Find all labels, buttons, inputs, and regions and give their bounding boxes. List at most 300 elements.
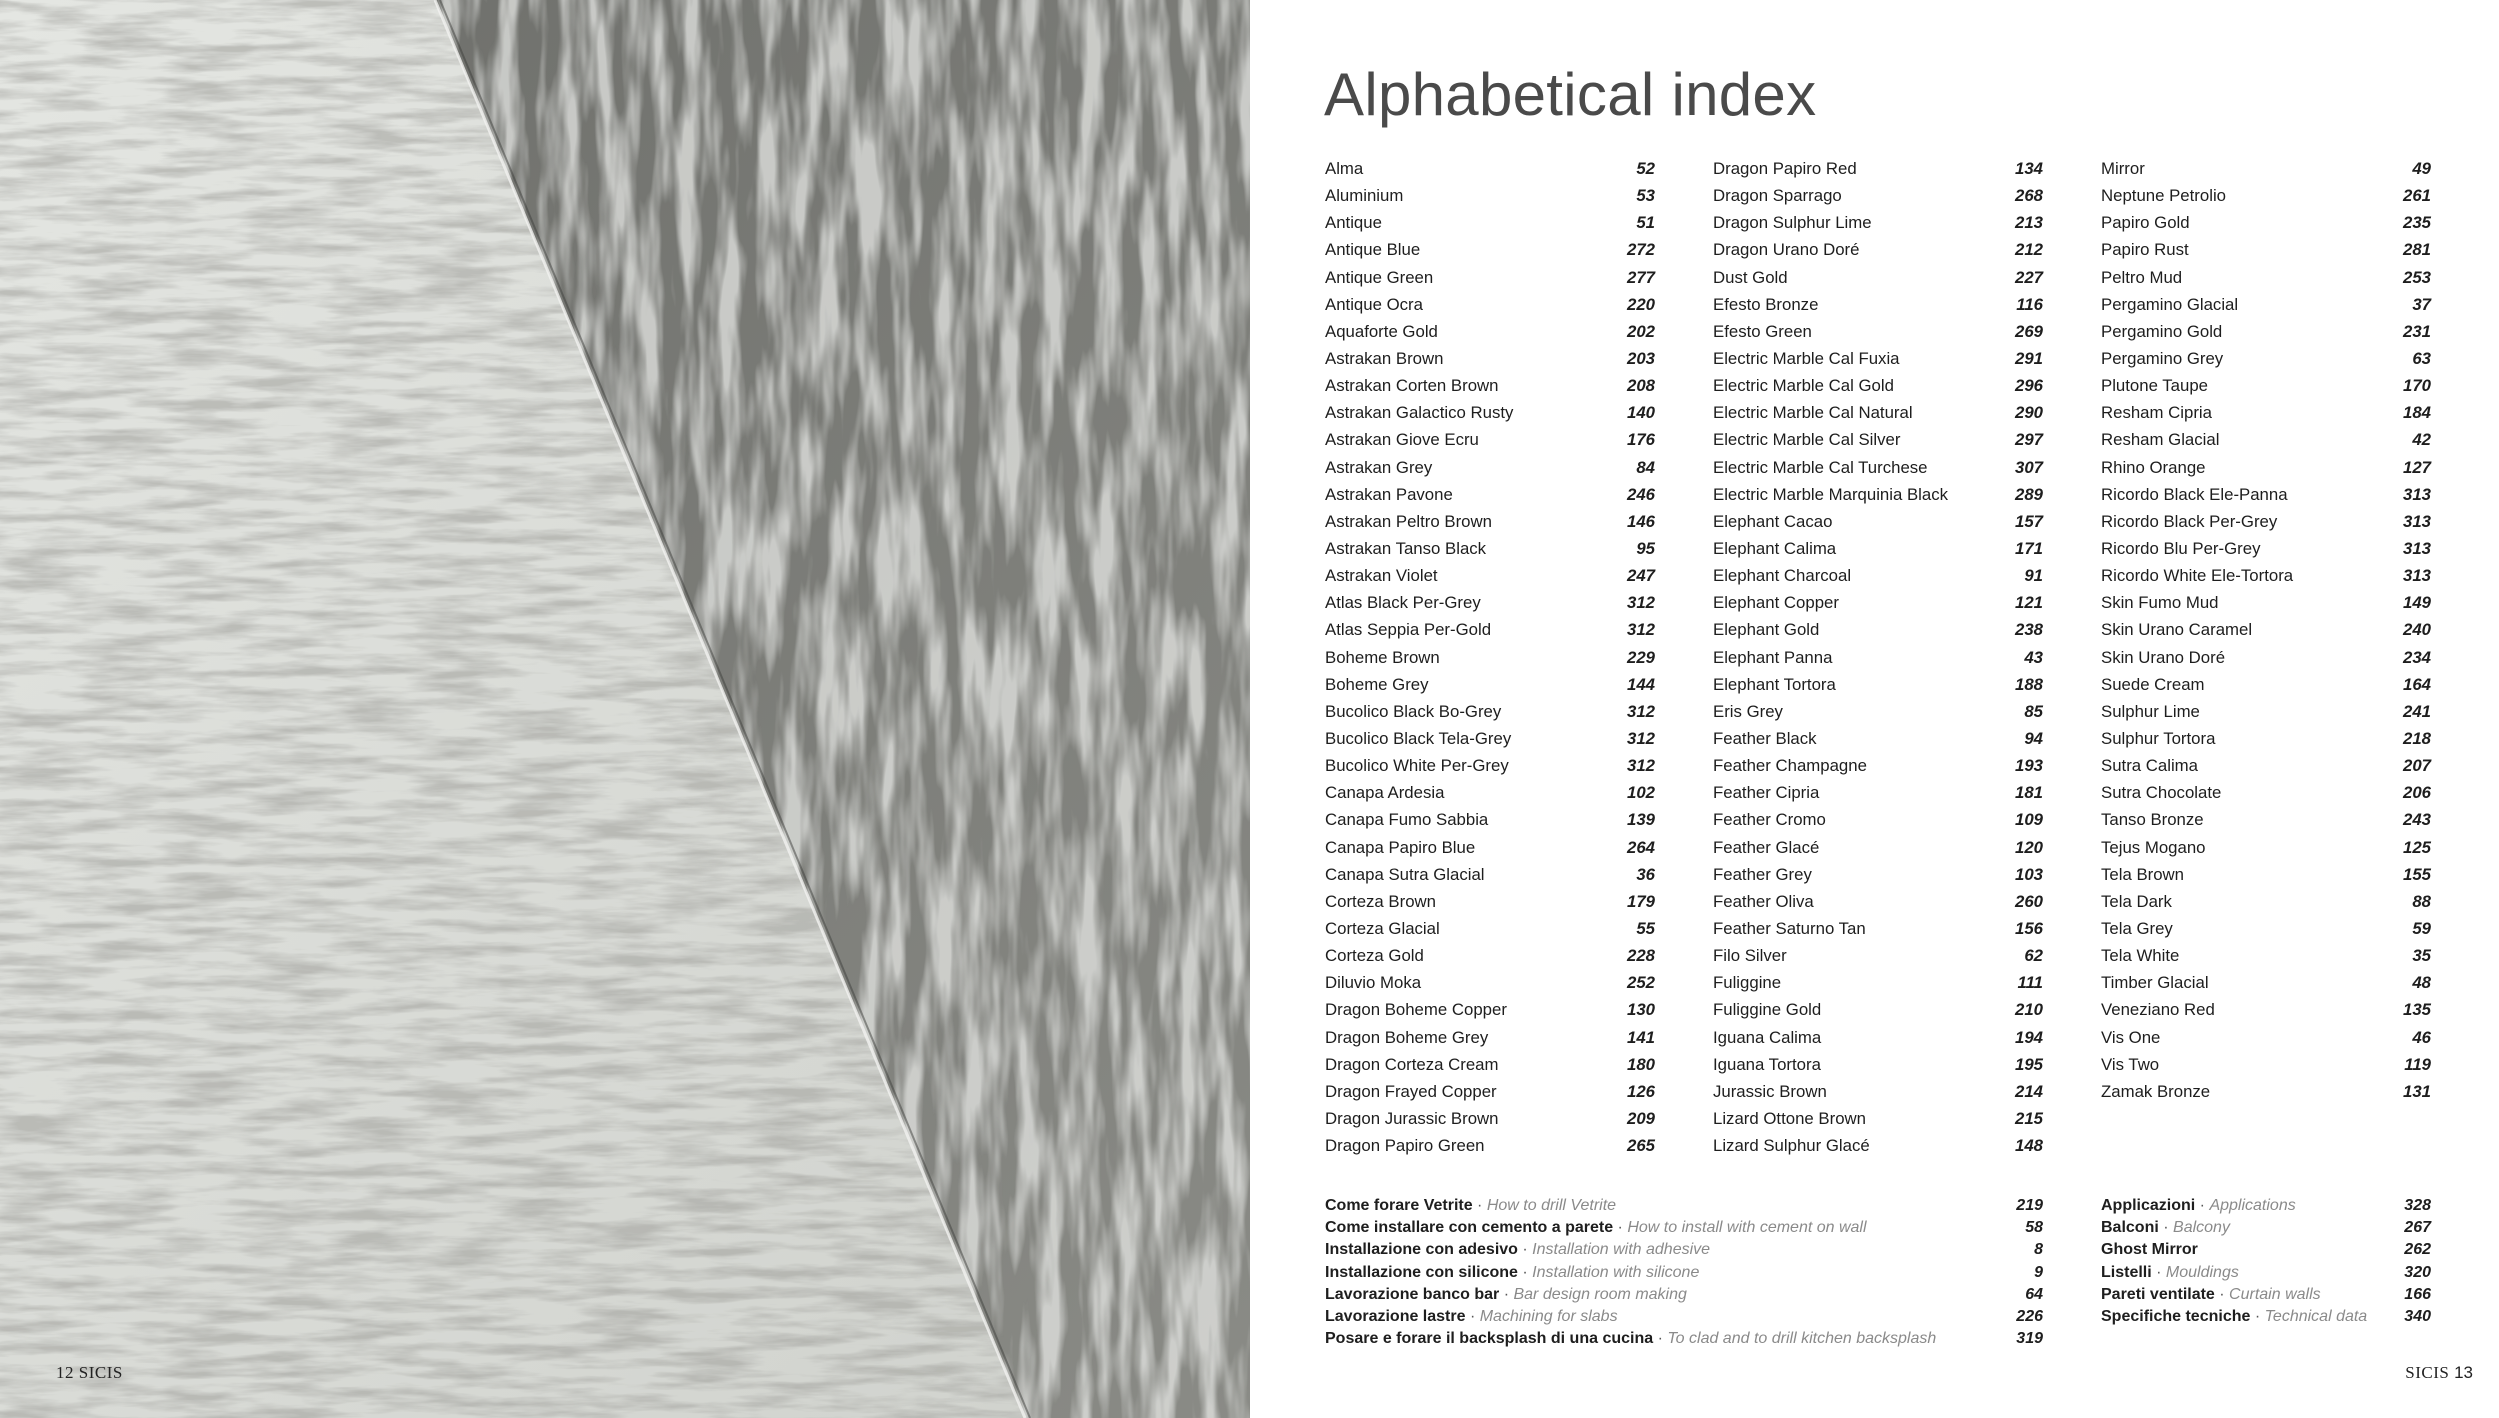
- entry-page-number: 234: [2403, 647, 2431, 667]
- entry-page-number: 241: [2403, 701, 2431, 721]
- entry-name: Timber Glacial: [2101, 973, 2209, 993]
- entry-page-number: 157: [2015, 511, 2043, 531]
- entry-name: Suede Cream: [2101, 674, 2205, 694]
- technical-entry-page-number: 328: [2404, 1197, 2431, 1214]
- index-entry: [2101, 508, 2431, 535]
- technical-entry-page-number: 267: [2404, 1219, 2431, 1237]
- entry-name: Aquaforte Gold: [1325, 321, 1438, 341]
- index-entry: [1713, 426, 2043, 453]
- entry-name: Antique: [1325, 213, 1382, 233]
- index-entry: [1713, 806, 2043, 833]
- entry-name: Dragon Sparrago: [1713, 186, 1842, 206]
- entry-name: Elephant Charcoal: [1713, 566, 1852, 586]
- entry-name: Pergamino Gold: [2101, 321, 2223, 341]
- separator-dot: ·: [1653, 1330, 1668, 1348]
- entry-name: Lizard Ottone Brown: [1713, 1108, 1866, 1128]
- index-column-2: [1713, 155, 2043, 1159]
- entry-page-number: 184: [2403, 403, 2431, 423]
- index-entry: [1713, 535, 2043, 562]
- entry-page-number: 296: [2015, 376, 2043, 396]
- index-entry: [1325, 969, 1655, 996]
- index-entry: [1325, 1051, 1655, 1078]
- entry-name: Bucolico White Per-Grey: [1325, 756, 1509, 776]
- entry-page-number: 207: [2403, 756, 2431, 776]
- technical-entry-translation: Technical data: [2264, 1307, 2368, 1325]
- index-entry: [2101, 888, 2431, 915]
- technical-entry: [1325, 1239, 2043, 1261]
- entry-name: Tela Brown: [2101, 864, 2185, 884]
- entry-page-number: 146: [1627, 511, 1655, 531]
- index-entry: [1713, 779, 2043, 806]
- entry-page-number: 52: [1636, 159, 1655, 178]
- entry-page-number: 126: [1627, 1081, 1655, 1101]
- separator-dot: ·: [1613, 1219, 1628, 1237]
- entry-name: Jurassic Brown: [1713, 1081, 1827, 1101]
- entry-page-number: 135: [2403, 1000, 2431, 1020]
- entry-name: Peltro Mud: [2101, 267, 2183, 287]
- entry-name: Astrakan Tanso Black: [1325, 538, 1487, 558]
- technical-index-left: [1325, 1195, 2043, 1350]
- technical-entry-title: Listelli: [2101, 1263, 2152, 1281]
- entry-page-number: 238: [2015, 620, 2043, 640]
- entry-name: Sutra Chocolate: [2101, 783, 2222, 803]
- index-entry: [2101, 996, 2431, 1023]
- entry-page-number: 307: [2015, 457, 2043, 477]
- entry-page-number: 260: [2015, 891, 2043, 911]
- index-entry: [2101, 915, 2431, 942]
- entry-name: Efesto Bronze: [1713, 294, 1819, 314]
- entry-name: Corteza Brown: [1325, 891, 1436, 911]
- index-entry: [2101, 399, 2431, 426]
- entry-page-number: 243: [2403, 810, 2431, 830]
- entry-name: Astrakan Corten Brown: [1325, 376, 1499, 396]
- entry-name: Elephant Cacao: [1713, 511, 1833, 531]
- entry-name: Elephant Copper: [1713, 593, 1839, 613]
- index-entry: [1325, 155, 1655, 182]
- index-entry: [1713, 399, 2043, 426]
- technical-entry-page-number: 8: [2034, 1241, 2043, 1259]
- separator-dot: ·: [1499, 1285, 1514, 1303]
- index-entry: [1713, 589, 2043, 616]
- entry-name: Tela Grey: [2101, 918, 2173, 938]
- entry-page-number: 37: [2412, 294, 2431, 314]
- index-entry: [1325, 209, 1655, 236]
- entry-name: Atlas Seppia Per-Gold: [1325, 620, 1492, 640]
- entry-page-number: 130: [1627, 1000, 1655, 1020]
- entry-name: Feather Black: [1713, 728, 1817, 748]
- entry-name: Corteza Glacial: [1325, 918, 1440, 938]
- technical-entry: [1325, 1306, 2043, 1328]
- index-entry: [1713, 508, 2043, 535]
- entry-name: Resham Glacial: [2101, 430, 2220, 450]
- right-page-folio: [2405, 1363, 2473, 1383]
- technical-entry-translation: Applications: [2209, 1197, 2296, 1214]
- index-entry: [1713, 291, 2043, 318]
- technical-entry: [1325, 1328, 2043, 1350]
- entry-page-number: 36: [1636, 864, 1655, 884]
- index-entry: [1713, 209, 2043, 236]
- entry-name: Antique Green: [1325, 267, 1434, 287]
- entry-name: Feather Grey: [1713, 864, 1812, 884]
- entry-name: Skin Urano Caramel: [2101, 620, 2253, 640]
- entry-page-number: 181: [2015, 783, 2043, 803]
- entry-page-number: 149: [2403, 593, 2431, 613]
- index-entry: [1713, 1132, 2043, 1159]
- entry-name: Feather Cipria: [1713, 783, 1820, 803]
- entry-page-number: 49: [2412, 159, 2431, 178]
- technical-index-right: [2101, 1195, 2431, 1328]
- entry-name: Ricordo Black Per-Grey: [2101, 511, 2278, 531]
- entry-page-number: 170: [2403, 376, 2431, 396]
- technical-entry: [1325, 1217, 2043, 1239]
- entry-page-number: 228: [1627, 946, 1655, 966]
- entry-page-number: 164: [2403, 674, 2431, 694]
- entry-page-number: 281: [2403, 240, 2431, 260]
- technical-entry-page-number: 219: [2016, 1197, 2043, 1214]
- entry-name: Iguana Tortora: [1713, 1054, 1821, 1074]
- entry-page-number: 214: [2015, 1081, 2043, 1101]
- technical-entry-translation: How to install with cement on wall: [1627, 1219, 1867, 1237]
- index-entry: [1325, 264, 1655, 291]
- index-entry: [1713, 698, 2043, 725]
- index-entry: [2101, 1078, 2431, 1105]
- entry-name: Antique Ocra: [1325, 294, 1423, 314]
- index-entry: [2101, 236, 2431, 263]
- index-entry: [1713, 264, 2043, 291]
- entry-name: Dragon Papiro Green: [1325, 1136, 1485, 1156]
- entry-name: Electric Marble Cal Silver: [1713, 430, 1901, 450]
- technical-entry: [2101, 1217, 2431, 1239]
- entry-page-number: 102: [1627, 783, 1655, 803]
- entry-name: Lizard Sulphur Glacé: [1713, 1136, 1870, 1156]
- technical-entry-page-number: 226: [2016, 1307, 2043, 1325]
- entry-name: Astrakan Brown: [1325, 348, 1444, 368]
- index-entry: [1325, 942, 1655, 969]
- index-entry: [1325, 508, 1655, 535]
- entry-page-number: 127: [2403, 457, 2431, 477]
- entry-name: Corteza Gold: [1325, 946, 1424, 966]
- entry-page-number: 218: [2403, 728, 2431, 748]
- entry-page-number: 88: [2412, 891, 2431, 911]
- index-entry: [1325, 806, 1655, 833]
- technical-entry-page-number: 340: [2404, 1307, 2431, 1325]
- entry-page-number: 121: [2015, 593, 2043, 613]
- entry-name: Fuliggine Gold: [1713, 1000, 1822, 1020]
- index-entry: [1713, 155, 2043, 182]
- entry-name: Efesto Green: [1713, 321, 1812, 341]
- technical-entry-translation: Balcony: [2173, 1219, 2230, 1237]
- index-entry: [2101, 426, 2431, 453]
- technical-entry-translation: Mouldings: [2165, 1263, 2239, 1281]
- index-entry: [1325, 779, 1655, 806]
- index-entry: [2101, 372, 2431, 399]
- technical-entry: [2101, 1306, 2431, 1328]
- entry-name: Atlas Black Per-Grey: [1325, 593, 1481, 613]
- index-entry: [1713, 915, 2043, 942]
- entry-page-number: 194: [2015, 1027, 2043, 1047]
- entry-page-number: 155: [2403, 864, 2431, 884]
- entry-name: Tejus Mogano: [2101, 837, 2206, 857]
- index-entry: [1325, 996, 1655, 1023]
- technical-entry-page-number: 64: [2025, 1285, 2043, 1303]
- entry-name: Filo Silver: [1713, 946, 1787, 966]
- entry-name: Pergamino Glacial: [2101, 294, 2239, 314]
- entry-page-number: 140: [1627, 403, 1655, 423]
- entry-name: Papiro Gold: [2101, 213, 2190, 233]
- index-entry: [1325, 915, 1655, 942]
- index-entry: [2101, 779, 2431, 806]
- index-entry: [2101, 806, 2431, 833]
- index-entry: [2101, 752, 2431, 779]
- entry-name: Electric Marble Cal Natural: [1713, 403, 1913, 423]
- entry-name: Elephant Gold: [1713, 620, 1820, 640]
- technical-entry-title: Come installare con cemento a parete: [1325, 1219, 1614, 1237]
- entry-page-number: 144: [1627, 674, 1655, 694]
- entry-name: Dragon Jurassic Brown: [1325, 1108, 1499, 1128]
- entry-name: Veneziano Red: [2101, 1000, 2215, 1020]
- entry-page-number: 51: [1636, 213, 1655, 233]
- index-entry: [2101, 345, 2431, 372]
- entry-name: Sulphur Tortora: [2101, 728, 2216, 748]
- entry-page-number: 312: [1627, 593, 1655, 613]
- index-entry: [1713, 1051, 2043, 1078]
- entry-page-number: 231: [2403, 321, 2431, 341]
- entry-page-number: 240: [2403, 620, 2431, 640]
- entry-page-number: 84: [1636, 457, 1655, 477]
- entry-name: Dragon Papiro Red: [1713, 159, 1857, 178]
- entry-page-number: 53: [1636, 186, 1655, 206]
- entry-page-number: 116: [2016, 294, 2043, 314]
- entry-name: Alma: [1325, 159, 1364, 178]
- entry-page-number: 195: [2015, 1054, 2043, 1074]
- entry-page-number: 203: [1627, 348, 1655, 368]
- entry-name: Dragon Boheme Copper: [1325, 1000, 1507, 1020]
- entry-page-number: 253: [2403, 267, 2431, 287]
- technical-entry-page-number: 319: [2016, 1330, 2043, 1348]
- entry-page-number: 171: [2015, 538, 2043, 558]
- entry-name: Neptune Petrolio: [2101, 186, 2227, 206]
- technical-entry-page-number: 262: [2404, 1241, 2431, 1259]
- entry-page-number: 235: [2403, 213, 2431, 233]
- entry-page-number: 268: [2015, 186, 2043, 206]
- index-entry: [1713, 236, 2043, 263]
- entry-name: Iguana Calima: [1713, 1027, 1822, 1047]
- entry-page-number: 313: [2403, 484, 2431, 504]
- entry-name: Feather Champagne: [1713, 756, 1867, 776]
- technical-entry-translation: Installation with silicone: [1532, 1263, 1700, 1281]
- technical-entry-page-number: 320: [2404, 1263, 2431, 1281]
- entry-name: Astrakan Violet: [1325, 566, 1438, 586]
- entry-name: Electric Marble Cal Gold: [1713, 376, 1894, 396]
- entry-name: Astrakan Galactico Rusty: [1325, 403, 1514, 423]
- entry-name: Feather Oliva: [1713, 891, 1814, 911]
- entry-page-number: 119: [2404, 1054, 2431, 1074]
- entry-name: Dragon Frayed Copper: [1325, 1081, 1497, 1101]
- index-entry: [1325, 345, 1655, 372]
- index-entry: [1325, 399, 1655, 426]
- technical-entry-title: Applicazioni: [2101, 1197, 2196, 1214]
- entry-page-number: 312: [1627, 756, 1655, 776]
- entry-page-number: 179: [1627, 891, 1655, 911]
- technical-entry-title: Come forare Vetrite: [1325, 1197, 1473, 1214]
- technical-entry-page-number: 166: [2404, 1285, 2431, 1303]
- entry-page-number: 210: [2015, 1000, 2043, 1020]
- index-entry: [2101, 698, 2431, 725]
- index-entry: [1713, 1024, 2043, 1051]
- entry-page-number: 246: [1627, 484, 1655, 504]
- left-page-folio: 12 SICIS: [56, 1363, 123, 1382]
- technical-entry-translation: Bar design room making: [1513, 1285, 1687, 1303]
- entry-page-number: 265: [1627, 1136, 1655, 1156]
- separator-dot: ·: [1517, 1241, 1533, 1259]
- entry-page-number: 215: [2015, 1108, 2043, 1128]
- index-entry: [1713, 562, 2043, 589]
- index-entry: [1325, 481, 1655, 508]
- entry-page-number: 156: [2015, 918, 2043, 938]
- index-entry: [1325, 698, 1655, 725]
- entry-name: Dragon Urano Doré: [1713, 240, 1860, 260]
- page-title: Alphabetical index: [1324, 61, 1817, 128]
- technical-entry: [2101, 1239, 2431, 1261]
- entry-page-number: 202: [1627, 321, 1655, 341]
- entry-page-number: 63: [2412, 348, 2431, 368]
- index-entry: [1713, 969, 2043, 996]
- entry-name: Elephant Tortora: [1713, 674, 1836, 694]
- index-entry: [1713, 481, 2043, 508]
- index-entry: [1325, 1105, 1655, 1132]
- index-entry: [1713, 616, 2043, 643]
- index-entry: [1325, 291, 1655, 318]
- entry-page-number: 252: [1627, 973, 1655, 993]
- entry-name: Electric Marble Cal Turchese: [1713, 457, 1928, 477]
- entry-name: Bucolico Black Bo-Grey: [1325, 701, 1502, 721]
- entry-name: Aluminium: [1325, 186, 1404, 206]
- technical-entry-title: Installazione con silicone: [1325, 1263, 1518, 1281]
- entry-page-number: 277: [1627, 267, 1655, 287]
- entry-name: Plutone Taupe: [2101, 376, 2208, 396]
- index-entry: [1713, 1078, 2043, 1105]
- technical-entry: [2101, 1262, 2431, 1284]
- entry-page-number: 62: [2024, 946, 2043, 966]
- entry-name: Astrakan Giove Ecru: [1325, 430, 1479, 450]
- entry-page-number: 206: [2403, 783, 2431, 803]
- index-entry: [2101, 155, 2431, 182]
- index-entry: [2101, 725, 2431, 752]
- entry-name: Canapa Fumo Sabbia: [1325, 810, 1489, 830]
- entry-name: Electric Marble Marquinia Black: [1713, 484, 1949, 504]
- technical-entry-title: Installazione con adesivo: [1325, 1241, 1518, 1259]
- entry-page-number: 209: [1627, 1108, 1655, 1128]
- entry-page-number: 188: [2015, 674, 2043, 694]
- index-entry: [1325, 861, 1655, 888]
- entry-name: Feather Glacé: [1713, 837, 1820, 857]
- index-entry: [2101, 834, 2431, 861]
- entry-page-number: 312: [1627, 728, 1655, 748]
- index-entry: [1713, 834, 2043, 861]
- entry-name: Ricordo Blu Per-Grey: [2101, 538, 2261, 558]
- separator-dot: ·: [2195, 1197, 2210, 1214]
- folio-number: 13: [2454, 1363, 2473, 1382]
- entry-page-number: 180: [1627, 1054, 1655, 1074]
- technical-entry-title: Pareti ventilate: [2101, 1285, 2215, 1303]
- separator-dot: ·: [2250, 1307, 2265, 1325]
- entry-page-number: 247: [1627, 566, 1655, 586]
- entry-name: Eris Grey: [1713, 701, 1783, 721]
- index-entry: [2101, 182, 2431, 209]
- entry-page-number: 35: [2412, 946, 2431, 966]
- entry-page-number: 94: [2024, 728, 2043, 748]
- entry-name: Zamak Bronze: [2101, 1081, 2211, 1101]
- technical-entry-title: Balconi: [2101, 1219, 2159, 1237]
- entry-page-number: 55: [1636, 918, 1655, 938]
- index-entry: [2101, 644, 2431, 671]
- technical-entry-translation: Installation with adhesive: [1532, 1241, 1711, 1259]
- index-entry: [2101, 481, 2431, 508]
- index-entry: [2101, 616, 2431, 643]
- entry-page-number: 261: [2403, 186, 2431, 206]
- entry-name: Elephant Panna: [1713, 647, 1833, 667]
- entry-page-number: 297: [2015, 430, 2043, 450]
- entry-page-number: 269: [2015, 321, 2043, 341]
- entry-name: Ricordo Black Ele-Panna: [2101, 484, 2288, 504]
- technical-entry-title: Lavorazione banco bar: [1325, 1285, 1500, 1303]
- index-entry: [1325, 589, 1655, 616]
- entry-name: Dragon Sulphur Lime: [1713, 213, 1872, 233]
- entry-name: Pergamino Grey: [2101, 348, 2224, 368]
- index-entry: [2101, 454, 2431, 481]
- entry-name: Feather Cromo: [1713, 810, 1826, 830]
- entry-page-number: 193: [2015, 756, 2043, 776]
- index-entry: [2101, 291, 2431, 318]
- entry-name: Dragon Boheme Grey: [1325, 1027, 1489, 1047]
- index-entry: [1713, 942, 2043, 969]
- index-entry: [1325, 318, 1655, 345]
- index-entry: [2101, 562, 2431, 589]
- separator-dot: ·: [2158, 1219, 2174, 1237]
- index-entry: [1325, 426, 1655, 453]
- index-entry: [1325, 725, 1655, 752]
- entry-name: Fuliggine: [1713, 973, 1782, 993]
- technical-entry-title: Lavorazione lastre: [1325, 1307, 1466, 1325]
- entry-page-number: 289: [2015, 484, 2043, 504]
- index-entry: [2101, 264, 2431, 291]
- entry-page-number: 131: [2403, 1081, 2431, 1101]
- technical-entry: [2101, 1195, 2431, 1217]
- entry-name: Tela White: [2101, 946, 2180, 966]
- entry-name: Tela Dark: [2101, 891, 2172, 911]
- index-entry: [1713, 752, 2043, 779]
- entry-page-number: 48: [2412, 973, 2431, 993]
- entry-name: Rhino Orange: [2101, 457, 2206, 477]
- index-entry: [1713, 725, 2043, 752]
- entry-page-number: 312: [1627, 620, 1655, 640]
- index-entry: [2101, 535, 2431, 562]
- index-entry: [1325, 888, 1655, 915]
- entry-name: Feather Saturno Tan: [1713, 918, 1866, 938]
- separator-dot: ·: [2214, 1285, 2230, 1303]
- entry-page-number: 291: [2015, 348, 2043, 368]
- index-entry: [1713, 182, 2043, 209]
- index-entry: [1713, 345, 2043, 372]
- entry-page-number: 290: [2015, 403, 2043, 423]
- entry-name: Dragon Corteza Cream: [1325, 1054, 1499, 1074]
- entry-page-number: 148: [2015, 1136, 2043, 1156]
- entry-name: Astrakan Peltro Brown: [1325, 511, 1492, 531]
- index-entry: [1325, 1078, 1655, 1105]
- technical-entry-translation: Machining for slabs: [1479, 1307, 1618, 1325]
- index-entry: [1713, 671, 2043, 698]
- index-entry: [1713, 644, 2043, 671]
